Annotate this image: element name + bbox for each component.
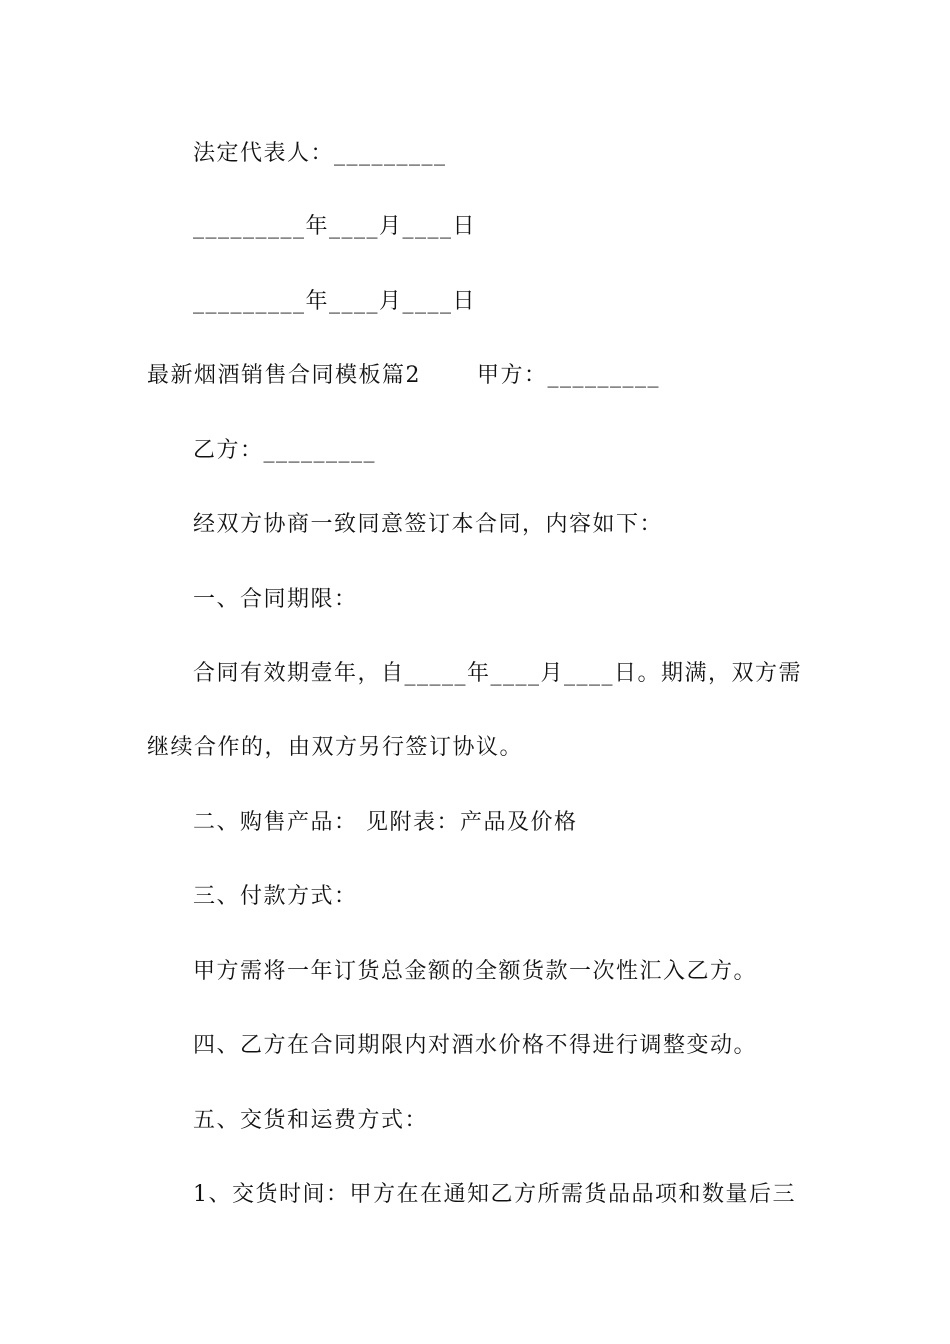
paragraph: 继续合作的，由双方另行签订协议。 (147, 735, 524, 760)
clause-heading: 三、付款方式： (193, 884, 358, 909)
legal-representative-line: 法定代表人：_________ (193, 141, 447, 166)
clause-heading: 二、购售产品： 见附表：产品及价格 (193, 810, 578, 835)
clause-heading: 五、交货和运费方式： (193, 1108, 429, 1133)
section-title: 最新烟酒销售合同模板篇2 (147, 363, 421, 388)
party-b-line: 乙方：_________ (193, 438, 377, 463)
section-heading-line (147, 361, 660, 391)
clause-heading: 一、合同期限： (193, 587, 358, 612)
clause-heading: 四、乙方在合同期限内对酒水价格不得进行调整变动。 (193, 1033, 758, 1058)
date-line: _________年____月____日 (193, 289, 477, 314)
paragraph: 经双方协商一致同意签订本合同，内容如下： (193, 512, 664, 537)
paragraph: 1、交货时间：甲方在在通知乙方所需货品品项和数量后三 (193, 1182, 796, 1207)
paragraph: 甲方需将一年订货总金额的全额货款一次性汇入乙方。 (193, 959, 758, 984)
paragraph: 合同有效期壹年，自_____年____月____日。期满，双方需 (193, 661, 803, 686)
party-a-line: 甲方：_________ (477, 363, 661, 388)
date-line: _________年____月____日 (193, 214, 477, 239)
